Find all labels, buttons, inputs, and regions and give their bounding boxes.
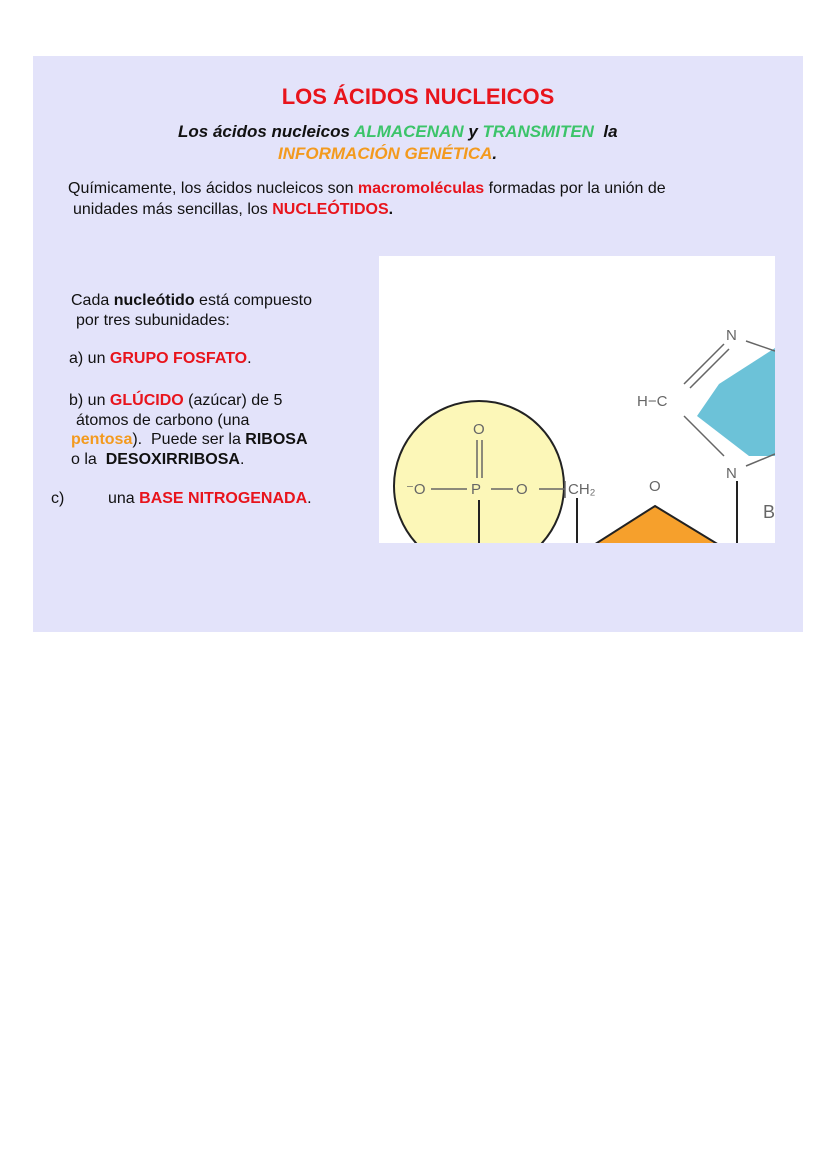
- pentosa: pentosa: [71, 431, 133, 448]
- composition-line-1: [71, 291, 312, 310]
- sugar-pentagon: [589, 506, 724, 543]
- intro-line-2: [73, 200, 393, 219]
- item-b-line-2: átomos de carbono (una: [76, 412, 250, 429]
- item-b-line-3: [71, 430, 308, 449]
- grupo-fosfato: GRUPO FOSFATO: [109, 350, 248, 367]
- text: .: [307, 490, 312, 507]
- item-c: [108, 489, 312, 508]
- text: .: [247, 350, 252, 367]
- phosphate-o-minus: ⁻O: [406, 481, 426, 498]
- n-bottom-label: N: [726, 465, 737, 482]
- phosphate-p: P: [471, 481, 482, 498]
- nucleotide-diagram: [379, 256, 775, 543]
- text: b) un: [69, 392, 110, 409]
- text: ). Puede ser la: [132, 431, 246, 448]
- subtitle-text: Los ácidos nucleicos: [178, 122, 355, 141]
- text: a) un: [69, 350, 110, 367]
- bond-n-right: [746, 341, 775, 351]
- intro-line-1: [68, 179, 666, 198]
- ribosa: RIBOSA: [245, 431, 308, 448]
- subtitle-line-2: [278, 144, 497, 164]
- ch2-label: CH₂: [568, 481, 596, 498]
- b-label: B: [763, 502, 775, 522]
- text: Cada: [71, 292, 114, 309]
- intro-text-2: unidades más sencillas, los: [73, 201, 273, 218]
- text: o la: [71, 451, 106, 468]
- subtitle-y: y: [463, 122, 483, 141]
- hc-label: H−C: [637, 393, 668, 410]
- phosphate-o-top: O: [473, 421, 485, 438]
- item-b-line-4: [71, 450, 244, 469]
- subtitle-dot: .: [492, 144, 498, 163]
- intro-text-b: formadas por la unión de: [484, 180, 666, 197]
- glucido: GLÚCIDO: [109, 392, 184, 409]
- composition-line-2: por tres subunidades:: [76, 312, 230, 329]
- text: (azúcar) de 5: [183, 392, 283, 409]
- slide: [33, 56, 803, 632]
- intro-nucleotidos: NUCLEÓTIDOS: [272, 201, 389, 218]
- subtitle-la: la: [593, 122, 618, 141]
- page-title: LOS ÁCIDOS NUCLEICOS: [281, 84, 555, 109]
- sugar-o-label: O: [649, 478, 661, 495]
- item-a: [69, 349, 252, 368]
- phosphate-o-right: O: [516, 481, 528, 498]
- intro-dot: .: [388, 201, 394, 218]
- item-b-line-1: [69, 391, 282, 410]
- item-c-label: c): [51, 490, 65, 507]
- text: .: [239, 451, 245, 468]
- text: está compuesto: [194, 292, 312, 309]
- intro-text: Químicamente, los ácidos nucleicos son: [68, 180, 358, 197]
- subtitle-transmiten: TRANSMITEN: [482, 122, 594, 141]
- subtitle-info: INFORMACIÓN GENÉTICA: [278, 144, 493, 163]
- bond-n-top-a: [684, 344, 724, 384]
- n-top-label: N: [726, 327, 737, 344]
- nucleotide-figure: [379, 256, 775, 543]
- intro-macromoleculas: macromoléculas: [357, 180, 485, 197]
- text: una: [108, 490, 140, 507]
- base-nitrogenada: BASE NITROGENADA: [139, 490, 308, 507]
- subtitle-almacenan: ALMACENAN: [354, 122, 464, 141]
- nucleotido-word: nucleótido: [113, 292, 195, 309]
- desoxirribosa: DESOXIRRIBOSA: [105, 451, 240, 468]
- subtitle-line-1: [178, 122, 618, 142]
